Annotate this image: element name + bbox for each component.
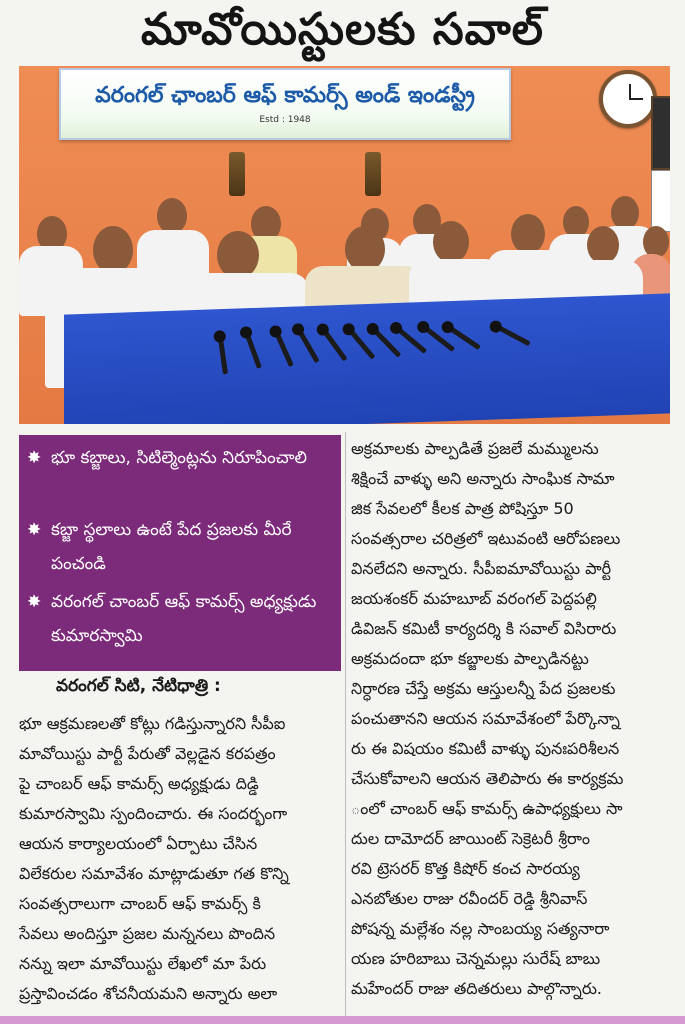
headline: మావోయిస్టులకు సవాల్: [141, 4, 544, 55]
article-right-column: [351, 434, 673, 1004]
article-line: ంలో చాంబర్ ఆఫ్ కామర్స్ ఉపాధ్యక్షులు సా: [351, 799, 623, 818]
article-line: ఎనబోతుల రాజు రవీందర్ రెడ్డి శ్రీనివాస్: [351, 889, 588, 908]
article-line: కుమారస్వామి స్పందించారు. ఈ సందర్భంగా: [19, 804, 288, 823]
article-line: పై చాంబర్ ఆఫ్ కామర్స్ అధ్యక్షుడు దిడ్డి: [19, 774, 259, 793]
article-line: డివిజన్ కమిటీ కార్యదర్శి కి సవాల్ విసిరారు: [351, 619, 617, 638]
article-line: మహేందర్ రాజు తదితరులు పాల్గొన్నారు.: [351, 979, 602, 998]
article-line: విలేకరుల సమావేశం మాట్లాడుతూ గత కొన్ని: [19, 864, 289, 883]
hanging-lamp-icon: [365, 152, 381, 196]
article-line: అక్రమదందా భూ కబ్జాలకు పాల్పడినట్టు: [351, 649, 589, 668]
article-line: పోషన్న మల్లేశం నల్ల సాంబయ్య సత్యనారా: [351, 919, 610, 938]
dateline: వరంగల్ సిటి, నేటిధాత్రి :: [56, 676, 221, 696]
article-line: రవి ట్రెసరర్ కొత్త కిషోర్ కంచ సారయ్య: [351, 859, 580, 878]
wall-frame: [651, 96, 670, 170]
banner-title: వరంగల్ ఛాంబర్ ఆఫ్ కామర్స్ అండ్ ఇండస్ట్రీ: [95, 83, 475, 108]
article-line: శిక్షించే వాళ్ళు అని అన్నారు సాంఘిక సామా: [351, 469, 615, 488]
bullet-star-icon: ✸: [27, 520, 42, 540]
press-meet-photo: [19, 66, 670, 424]
article-left-column: [19, 709, 341, 1009]
highlight-item: [27, 441, 335, 475]
banner-estd: Estd : 1948: [259, 115, 311, 125]
chamber-banner: [59, 68, 511, 140]
wall-clock-icon: [599, 70, 657, 128]
highlight-text: భూ కబ్జాలు, సిటిల్మెంట్లను నిరూపించాలి: [51, 448, 307, 468]
highlight-text: వరంగల్ చాంబర్ ఆఫ్ కామర్స్ అధ్యక్షుడు కుమారస్వామి: [51, 592, 317, 646]
highlight-item: [27, 585, 335, 653]
page-bottom-bar: [0, 1016, 685, 1024]
highlight-item: [27, 513, 335, 581]
article-line: పంచుతానని ఆయన సమావేశంలో పేర్కొన్నా: [351, 709, 620, 728]
article-line: ఆయన కార్యాలయంలో ఏర్పాటు చేసిన: [19, 834, 258, 853]
highlight-text: కబ్జా స్థలాలు ఉంటే పేద ప్రజలకు మీరే పంచండి: [51, 520, 292, 574]
wall-sign: [651, 170, 670, 232]
article-line: సంవత్సరాలుగా చాంబర్ ఆఫ్ కామర్స్ కి: [19, 894, 261, 913]
column-divider: [345, 432, 346, 1018]
article-line: నన్ను ఇలా మావోయిస్టు లేఖలో మా పేరు: [19, 954, 267, 973]
article-line: అక్రమాలకు పాల్పడితే ప్రజలే మమ్ములను: [351, 439, 599, 458]
article-line: సంవత్సరాల చరిత్రలో ఇటువంటి ఆరోపణలు: [351, 529, 621, 548]
article-line: జయశంకర్ మహబూబ్ వరంగల్ పెద్దపల్లి: [351, 589, 597, 608]
article-line: దుల దామోదర్ జాయింట్ సెక్రెటరీ శ్రీరాం: [351, 829, 590, 848]
article-line: జిక సేవలలో కీలక పాత్ర పోషిస్తూ 50: [351, 499, 574, 518]
hanging-lamp-icon: [229, 152, 245, 196]
highlights-box: [19, 435, 341, 671]
article-line: సేవలు అందిస్తూ ప్రజల మన్ననలు పొందిన: [19, 924, 276, 943]
article-line: వినలేదని అన్నారు. సీపీఐమావోయిస్టు పార్టీ: [351, 559, 612, 578]
article-line: చేసుకోవాలని ఆయన తెలిపారు ఈ కార్యక్రమ: [351, 769, 624, 788]
bullet-star-icon: ✸: [27, 448, 42, 468]
article-line: భూ ఆక్రమణలతో కోట్లు గడిస్తున్నారని సీపీఐ: [19, 714, 286, 733]
article-line: నిర్ధారణ చేస్తే అక్రమ ఆస్తులన్నీ పేద ప్రజలకు: [351, 679, 616, 698]
article-line: యణ హరిబాబు చెన్నమల్లు సురేష్ బాబు: [351, 949, 601, 968]
article-line: మావోయిస్టు పార్టీ పేరుతో వెల్లడైన కరపత్రం: [19, 744, 276, 763]
bullet-star-icon: ✸: [27, 592, 42, 612]
article-line: ప్రస్తావించడం శోచనీయమని అన్నారు అలా: [19, 984, 278, 1003]
article-line: రు ఈ విషయం కమిటీ వాళ్ళు పునఃపరిశీలన: [351, 739, 620, 758]
blue-table: [64, 293, 670, 424]
